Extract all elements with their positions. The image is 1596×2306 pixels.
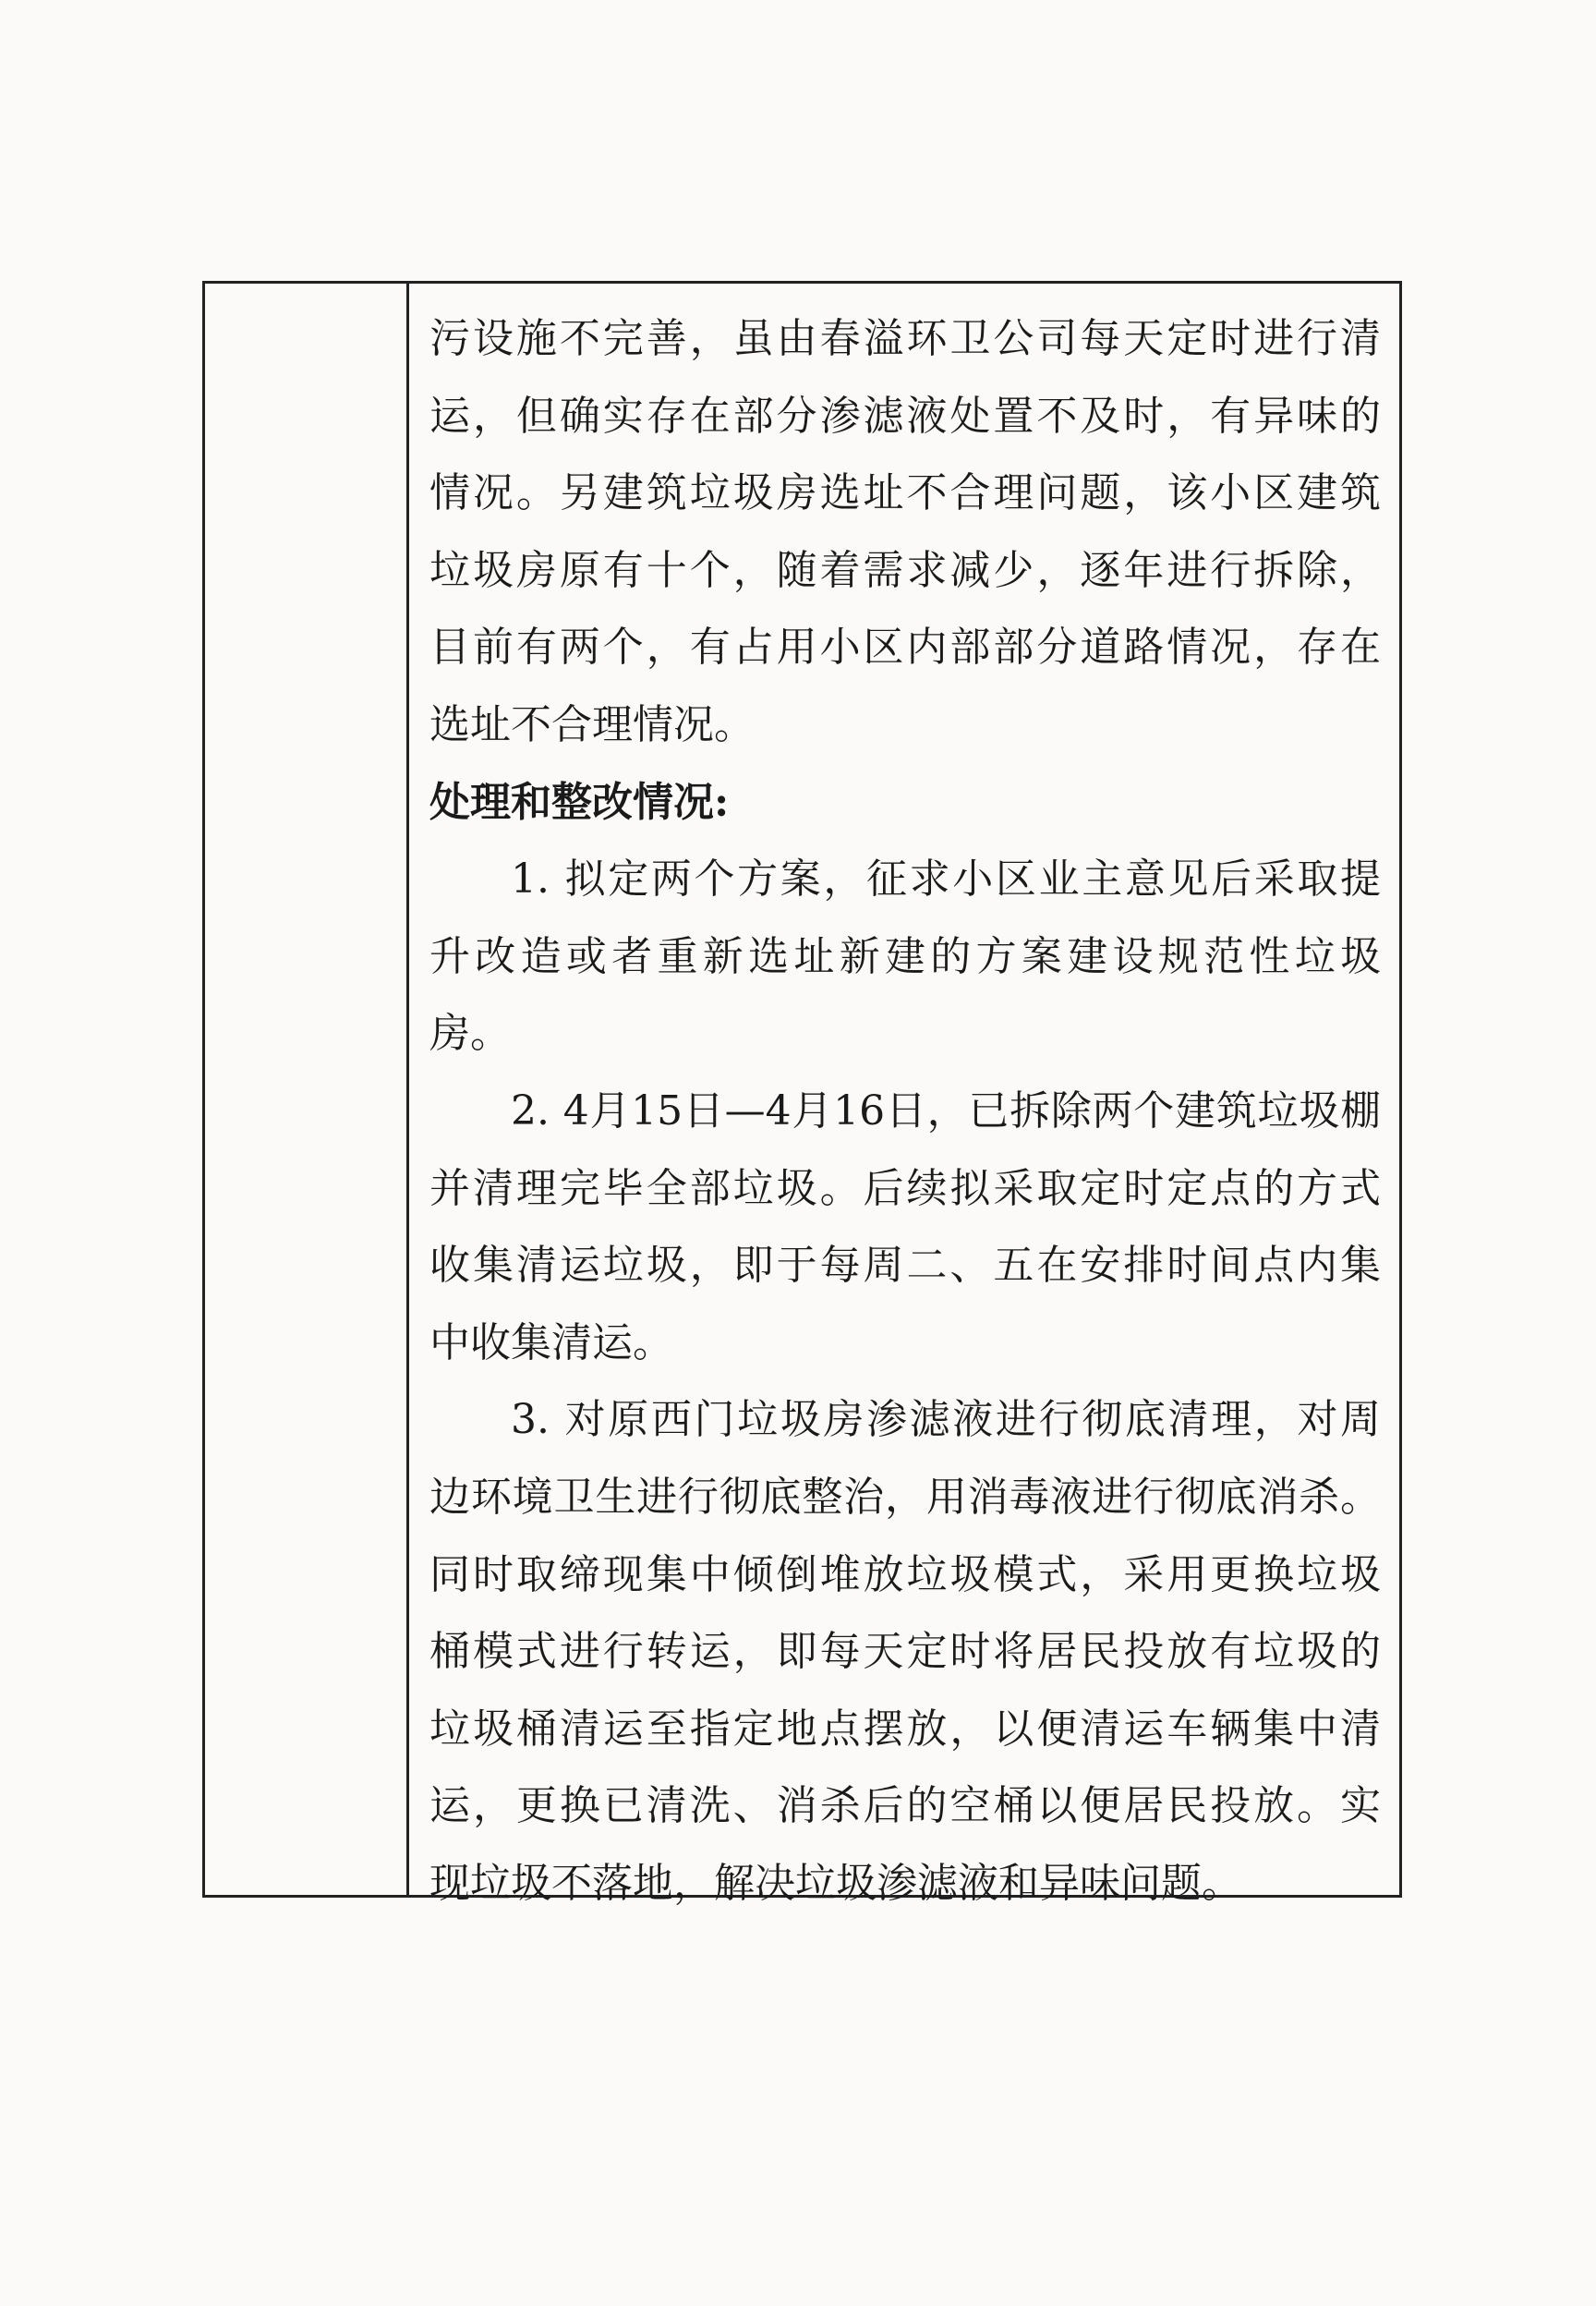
text-line: 中收集清运。 xyxy=(429,1318,673,1366)
text-line: 目前有两个，有占用小区内部部分道路情况，存在 xyxy=(429,624,1381,672)
text-line: 污设施不完善，虽由春溢环卫公司每天定时进行清 xyxy=(429,315,1381,362)
text-line: 垃圾桶清运至指定地点摆放，以便清运车辆集中清 xyxy=(429,1705,1381,1753)
text-line: 房。 xyxy=(429,1010,511,1058)
label-cell xyxy=(205,284,409,1895)
text-line: 1. 拟定两个方案，征求小区业主意见后采取提 xyxy=(511,856,1381,904)
text-line: 边环境卫生进行彻底整治，用消毒液进行彻底消杀。 xyxy=(429,1473,1381,1521)
text-line: 现垃圾不落地，解决垃圾渗滤液和异味问题。 xyxy=(429,1859,1242,1907)
text-line: 升改造或者重新选址新建的方案建设规范性垃圾 xyxy=(429,932,1381,980)
text-line: 桶模式进行转运，即每天定时将居民投放有垃圾的 xyxy=(429,1628,1381,1676)
text-line: 3. 对原西门垃圾房渗滤液进行彻底清理，对周 xyxy=(511,1396,1381,1444)
text-line: 同时取缔现集中倾倒堆放垃圾模式，采用更换垃圾 xyxy=(429,1550,1381,1598)
form-table xyxy=(202,281,1402,1907)
content-cell xyxy=(409,284,1399,1907)
text-line: 情况。另建筑垃圾房选址不合理问题，该小区建筑 xyxy=(429,469,1381,517)
text-line: 收集清运垃圾，即于每周二、五在安排时间点内集 xyxy=(429,1242,1381,1290)
section-heading: 处理和整改情况: xyxy=(429,778,730,826)
text-line: 选址不合理情况。 xyxy=(429,700,755,748)
text-line: 2. 4月15日—4月16日，已拆除两个建筑垃圾棚 xyxy=(511,1086,1381,1135)
text-line: 并清理完毕全部垃圾。后续拟采取定时定点的方式 xyxy=(429,1164,1381,1212)
text-line: 垃圾房原有十个，随着需求减少，逐年进行拆除， xyxy=(429,546,1381,594)
text-line: 运，更换已清洗、消杀后的空桶以便居民投放。实 xyxy=(429,1782,1381,1830)
text-line: 运，但确实存在部分渗滤液处置不及时，有异味的 xyxy=(429,392,1381,440)
